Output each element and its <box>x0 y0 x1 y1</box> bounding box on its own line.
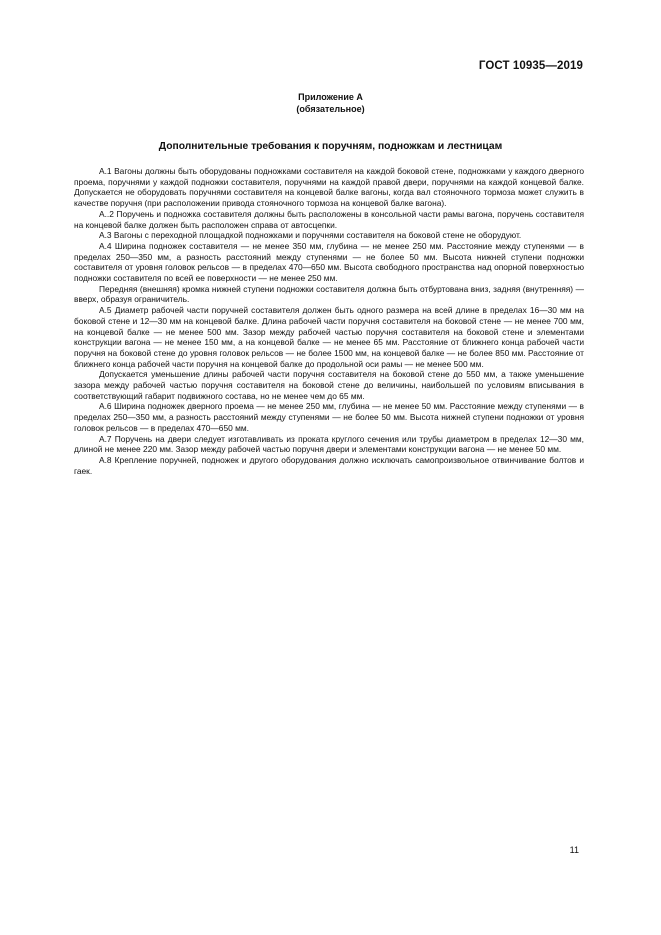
paragraph-a2: А..2 Поручень и подножка составителя должны быть расположены в консольной части рамы вагона, поручень составителя на концевой балке должен быть расположен справа от автосцепки. <box>74 208 584 230</box>
paragraph-a3: А.3 Вагоны с переходной площадкой подножками и поручнями составителя на боковой стене не оборудуют. <box>99 230 522 241</box>
body-text <box>74 166 584 476</box>
paragraph-a4: А.4 Ширина подножек составителя — не менее 350 мм, глубина — не менее 250 мм. Расстояние между ступенями — в пределах 250—350 мм, а разность расстояний между ступенями — не более 50 мм. Высота нижней ступени подножки составителя от уровня головок рельсов — в пределах 470—650 мм. Высота свободного пространства над опорной поверхностью подножки составителя по всей ее поверхности — не менее 250 мм. <box>74 240 584 284</box>
annex-title: Приложение А <box>298 92 363 102</box>
section-title: Дополнительные требования к поручням, подножкам и лестницам <box>158 141 503 152</box>
paragraph-a4-note: Передняя (внешняя) кромка нижней ступени подножки составителя должна быть отбуртована вниз, задняя (внутренняя) — вверх, образуя ограничитель. <box>74 283 584 305</box>
paragraph-a1: А.1 Вагоны должны быть оборудованы подножками составителя на каждой боковой стене, подножками у каждого дверного проема, поручнями у каждой подножки составителя, поручнями на каждой правой двери, поручнями на каждой концевой балке. Допускается не оборудовать поручнями составителя на концевой балке вагоны, когда вал стояночного тормоза может служить в качестве поручня (при расположении привода стояночного тормоза на концевой балке вагона). <box>74 166 584 209</box>
paragraph-a6: А.6 Ширина подножек дверного проема — не менее 250 мм, глубина — не менее 50 мм. Расстояние между ступенями — в пределах 250—350 мм, а разность расстояний между ступенями — не более 50 мм. Высота нижней ступени подножки от уровня головок рельсов — в пределах 470—650 мм. <box>74 401 584 433</box>
page-number: 11 <box>569 845 579 855</box>
paragraph-a5-note: Допускается уменьшение длины рабочей части поручня составителя на боковой стене до 550 мм, а также уменьшение зазора между рабочей частью поручня составителя на боковой стене до величины, наибольшей по условиям вписывания в соответствующий габарит подвижного состава, но не менее чем до 65 мм. <box>74 369 584 401</box>
annex-subtitle: (обязательное) <box>296 104 365 114</box>
paragraph-a7: А.7 Поручень на двери следует изготавливать из проката круглого сечения или трубы диаметром в пределах 12—30 мм, длиной не менее 220 мм. Зазор между рабочей частью поручня двери и элементами конструкции вагона — не менее 50 мм. <box>74 433 584 455</box>
paragraph-a8: А.8 Крепление поручней, подножек и другого оборудования должно исключать самопроизвольное отвинчивание болтов и гаек. <box>74 454 584 476</box>
paragraph-a5: А.5 Диаметр рабочей части поручней составителя должен быть одного размера на всей длине в пределах 16—30 мм на боковой стене и 12—30 мм на концевой балке. Длина рабочей части поручня составителя на боковой стене — не менее 700 мм, на концевой балке — не менее 500 мм. Зазор между рабочей частью поручня составителя на боковой стене и элементами конструкции вагона — не менее 150 мм, а на концевой балке — не менее 65 мм. Расстояние от ближнего конца рабочей части поручня на боковой стене до уровня головок рельсов — не более 1500 мм, на концевой балке — не более 850 мм. Расстояние от ближнего конца рабочей части поручня на концевой балке до продольной оси рамы — не менее 500 мм. <box>74 305 584 369</box>
standard-code: ГОСТ 10935—2019 <box>478 60 583 72</box>
